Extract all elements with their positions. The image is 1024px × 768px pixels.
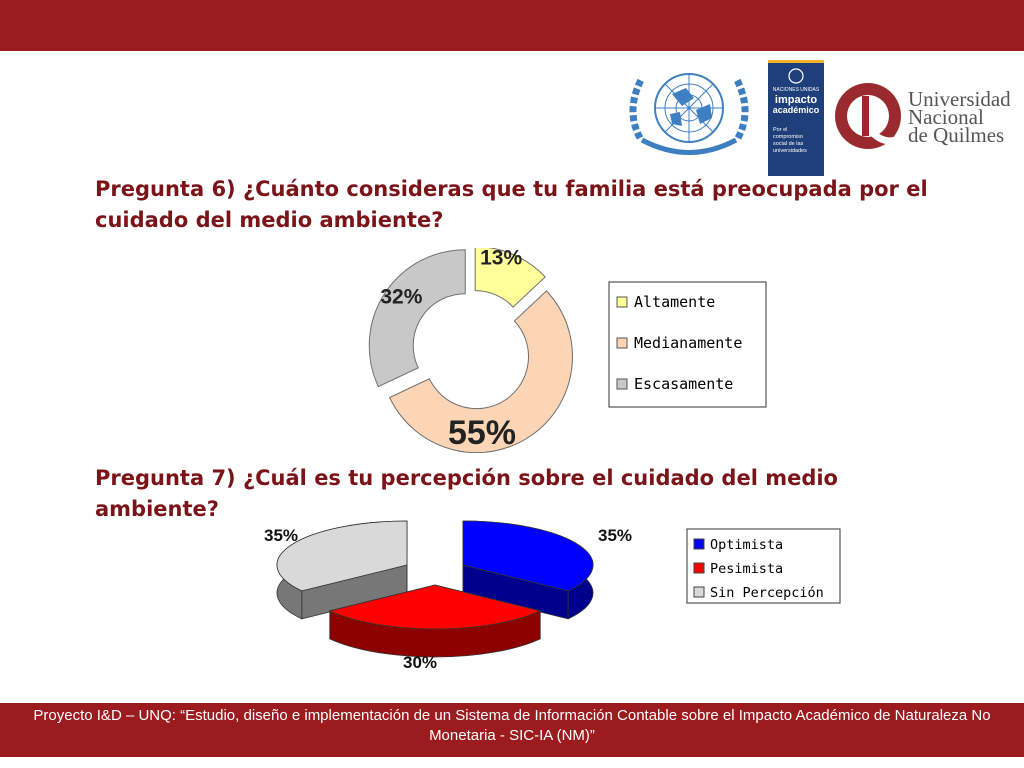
data-label-altamente: 13% — [480, 248, 523, 270]
svg-text:académico: académico — [772, 105, 820, 115]
logo-row — [620, 60, 1024, 180]
chart-legend-q6 — [609, 282, 766, 407]
legend-label-altamente: Altamente — [634, 293, 716, 311]
footer-text: Proyecto I&D – UNQ: “Estudio, diseño e implementación de un Sistema de Información Contable sobre el Impacto Académico de Naturaleza No Monetaria - SIC-IA (NM)” — [33, 707, 991, 744]
svg-text:NACIONES UNIDAS: NACIONES UNIDAS — [772, 87, 820, 93]
doughnut-slice-escasamente — [369, 250, 465, 387]
svg-text:Nacional: Nacional — [908, 105, 984, 129]
svg-text:compromiso: compromiso — [773, 134, 803, 140]
legend-label-sin-percepción: Sin Percepción — [710, 585, 824, 601]
pie-3d-chart-q7 — [255, 515, 855, 685]
svg-text:social de las: social de las — [773, 141, 804, 147]
data-label-optimista: 35% — [597, 526, 633, 545]
data-label-sin-percepción: 35% — [263, 526, 299, 545]
chart-legend-q7 — [687, 529, 840, 603]
question-7-title: Pregunta 7) ¿Cuál es tu percepción sobre el cuidado del medio ambiente? — [95, 466, 838, 521]
legend-swatch-altamente — [617, 297, 627, 307]
svg-text:Por el: Por el — [773, 127, 788, 133]
legend-label-escasamente: Escasamente — [634, 375, 734, 393]
header-bar — [0, 0, 1024, 51]
data-label-escasamente: 32% — [380, 285, 423, 309]
legend-label-medianamente: Medianamente — [634, 334, 743, 352]
legend-swatch-medianamente — [617, 338, 627, 348]
legend-label-pesimista: Pesimista — [710, 561, 784, 577]
un-emblem-logo — [633, 74, 745, 153]
question-6-title: Pregunta 6) ¿Cuánto consideras que tu familia está preocupada por el cuidado del medio ambiente? — [95, 177, 928, 232]
data-label-medianamente: 55% — [447, 413, 517, 452]
svg-text:impacto: impacto — [774, 94, 818, 106]
legend-swatch-optimista — [694, 539, 704, 549]
unq-logo — [835, 83, 1011, 149]
legend-swatch-pesimista — [694, 563, 704, 573]
data-label-pesimista: 30% — [402, 653, 438, 672]
legend-swatch-escasamente — [617, 379, 627, 389]
svg-text:de Quilmes: de Quilmes — [908, 123, 1005, 147]
svg-text:Universidad: Universidad — [908, 87, 1011, 111]
legend-label-optimista: Optimista — [710, 537, 784, 553]
impacto-academico-logo — [768, 60, 824, 176]
svg-text:universidades: universidades — [773, 148, 807, 154]
doughnut-chart-q6 — [360, 248, 780, 453]
legend-swatch-sin-percepción — [694, 587, 704, 597]
